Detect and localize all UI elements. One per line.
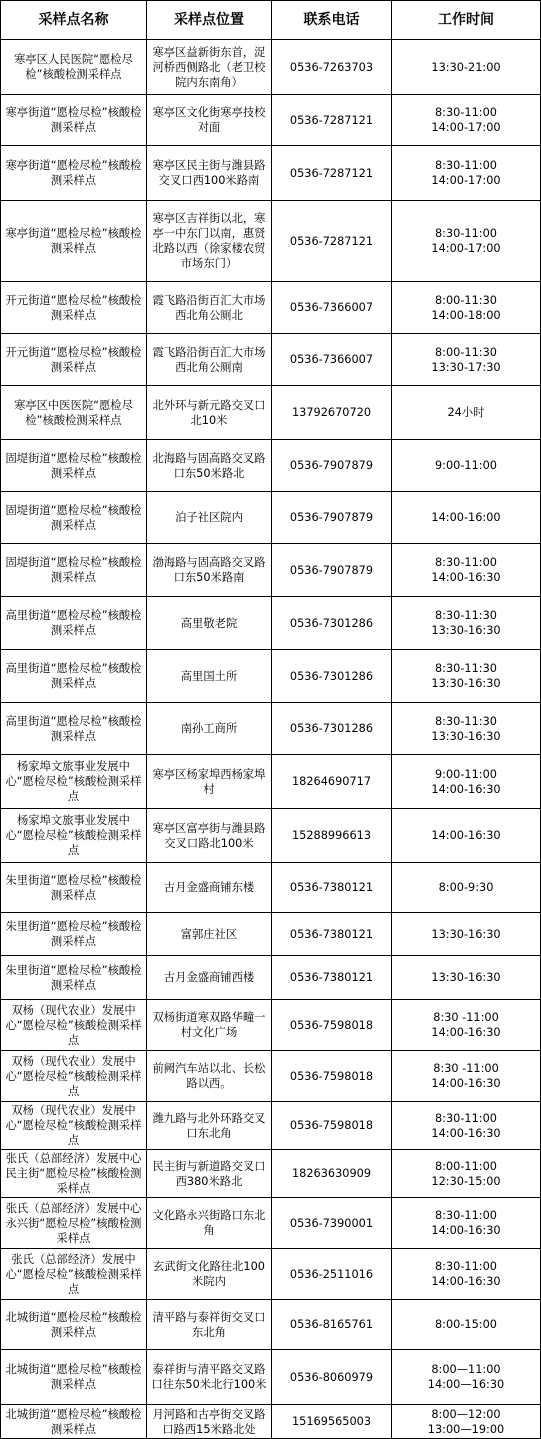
site-hours xyxy=(392,863,541,913)
site-phone: 0536-7598018 xyxy=(272,1000,392,1051)
site-hours xyxy=(392,386,541,440)
site-name: 双杨（现代农业）发展中心“愿检尽检”核酸检测采样点 xyxy=(1,1000,147,1051)
site-hours xyxy=(392,1198,541,1249)
site-location: 霞飞路沿街百汇大市场西北角公厕南 xyxy=(147,334,272,386)
site-location: 寒亭区富亭街与潍县路交叉口路北100米 xyxy=(147,809,272,863)
hours-line: 14:00-17:00 xyxy=(431,174,501,187)
table-row xyxy=(1,597,541,650)
hours-line: 14:00-16:30 xyxy=(431,1275,501,1288)
site-name: 开元街道“愿检尽检”核酸检测采样点 xyxy=(1,334,147,386)
site-hours xyxy=(392,544,541,597)
table-row xyxy=(1,1350,541,1405)
site-phone: 0536-8165761 xyxy=(272,1300,392,1350)
site-name: 杨家埠文旅事业发展中心“愿检尽检”核酸检测采样点 xyxy=(1,809,147,863)
site-hours xyxy=(392,146,541,201)
site-location: 寒亭区益新街东首，浞河桥西侧路北（老卫校院内东南角） xyxy=(147,40,272,95)
site-hours xyxy=(392,1051,541,1102)
site-name: 双杨（现代农业）发展中心“愿检尽检”核酸检测采样点 xyxy=(1,1051,147,1102)
site-name: 朱里街道“愿检尽检”核酸检测采样点 xyxy=(1,913,147,956)
site-name: 北城街道“愿检尽检”核酸检测采样点 xyxy=(1,1405,147,1439)
site-phone: 0536-7907879 xyxy=(272,544,392,597)
site-name: 朱里街道“愿检尽检”核酸检测采样点 xyxy=(1,956,147,1000)
site-location: 富郭庄社区 xyxy=(147,913,272,956)
site-name: 开元街道“愿检尽检”核酸检测采样点 xyxy=(1,282,147,334)
site-hours xyxy=(392,703,541,755)
site-phone: 0536-7301286 xyxy=(272,650,392,703)
hours-line: 14:00-16:30 xyxy=(431,1077,501,1090)
hours-line: 14:00-18:00 xyxy=(431,308,501,322)
hours-line: 13:30-16:30 xyxy=(431,624,501,637)
table-row xyxy=(1,1198,541,1249)
site-hours xyxy=(392,201,541,282)
site-phone: 0536-7301286 xyxy=(272,703,392,755)
site-phone: 0536-7390001 xyxy=(272,1198,392,1249)
site-location: 寒亭区吉祥街以北，寒亭一中东门以南，惠贤北路以西（徐家楼农贸市场东门） xyxy=(147,201,272,282)
header-row xyxy=(1,1,541,40)
site-phone: 18263630909 xyxy=(272,1150,392,1198)
site-name: 张氏（总部经济）发展中心“愿检尽检”核酸检测采样点 xyxy=(1,1249,147,1300)
site-hours xyxy=(392,755,541,809)
hours-line: 8:30-11:00 xyxy=(434,1111,497,1125)
site-name: 高里街道“愿检尽检”核酸检测采样点 xyxy=(1,703,147,755)
site-hours xyxy=(392,650,541,703)
site-phone: 0536-7907879 xyxy=(272,492,392,544)
site-hours xyxy=(392,913,541,956)
site-phone: 0536-7907879 xyxy=(272,440,392,492)
table-row xyxy=(1,440,541,492)
site-phone: 18264690717 xyxy=(272,755,392,809)
hours-line: 8:30-11:30 xyxy=(434,662,497,675)
site-location: 南孙工商所 xyxy=(147,703,272,755)
hours-line: 14:00-17:00 xyxy=(431,121,501,134)
hours-line: 13:30-16:30 xyxy=(431,971,501,984)
site-location: 高里敬老院 xyxy=(147,597,272,650)
site-phone: 0536-7366007 xyxy=(272,334,392,386)
table-row xyxy=(1,201,541,282)
site-hours xyxy=(392,1300,541,1350)
site-location: 寒亭区杨家埠西杨家埠村 xyxy=(147,755,272,809)
hours-line: 8:00—11:00 xyxy=(431,1363,501,1376)
site-name: 高里街道“愿检尽检”核酸检测采样点 xyxy=(1,650,147,703)
hours-line: 8:30-11:00 xyxy=(434,556,497,569)
site-location: 双杨街道寒双路华疃一村文化广场 xyxy=(147,1000,272,1051)
hours-line: 14:00-16:30 xyxy=(431,1026,501,1039)
header-phone: 联系电话 xyxy=(272,1,392,40)
header-location: 采样点位置 xyxy=(147,1,272,40)
site-phone: 0536-7366007 xyxy=(272,282,392,334)
site-hours xyxy=(392,282,541,334)
site-location: 寒亭区民主街与潍县路交叉口西100米路南 xyxy=(147,146,272,201)
hours-line: 13:30-21:00 xyxy=(431,60,501,74)
hours-line: 14:00-16:30 xyxy=(431,782,501,796)
hours-line: 13:30-16:30 xyxy=(431,729,501,743)
hours-line: 8:30-11:30 xyxy=(434,714,497,728)
hours-line: 8:00-9:30 xyxy=(438,881,494,894)
site-phone: 0536-7263703 xyxy=(272,40,392,95)
table-row xyxy=(1,1300,541,1350)
hours-line: 14:00-16:00 xyxy=(431,511,501,524)
hours-line: 14:00—16:30 xyxy=(427,1378,505,1391)
site-phone: 0536-7380121 xyxy=(272,913,392,956)
table-row xyxy=(1,544,541,597)
table-row xyxy=(1,40,541,95)
site-phone: 0536-2511016 xyxy=(272,1249,392,1300)
site-hours xyxy=(392,1150,541,1198)
hours-line: 9:00-11:00 xyxy=(434,459,497,472)
table-row xyxy=(1,1051,541,1102)
site-location: 潍九路与北外环路交叉口东北角 xyxy=(147,1102,272,1150)
site-location: 寒亭区文化街寒亭技校对面 xyxy=(147,95,272,146)
hours-line: 14:00-16:30 xyxy=(431,1126,501,1140)
site-name: 寒亭街道“愿检尽检”核酸检测采样点 xyxy=(1,201,147,282)
site-hours xyxy=(392,597,541,650)
site-location: 古月金盛商铺东楼 xyxy=(147,863,272,913)
site-phone: 0536-7287121 xyxy=(272,146,392,201)
table-row xyxy=(1,492,541,544)
site-hours xyxy=(392,334,541,386)
site-phone: 0536-7380121 xyxy=(272,863,392,913)
site-name: 朱里街道“愿检尽检”核酸检测采样点 xyxy=(1,863,147,913)
hours-line: 8:30-11:00 xyxy=(434,106,497,119)
table-row xyxy=(1,1150,541,1198)
site-name: 固堤街道“愿检尽检”核酸检测采样点 xyxy=(1,440,147,492)
hours-line: 14:00-17:00 xyxy=(431,242,501,255)
hours-line: 9:00-11:00 xyxy=(434,767,497,781)
site-hours xyxy=(392,492,541,544)
site-location: 泰祥街与清平路交叉路口往东50米北行100米 xyxy=(147,1350,272,1405)
hours-line: 8:30 -11:00 xyxy=(433,1062,499,1075)
hours-line: 8:00-15:00 xyxy=(434,1318,497,1331)
table-row xyxy=(1,956,541,1000)
site-phone: 0536-7301286 xyxy=(272,597,392,650)
site-hours xyxy=(392,40,541,95)
site-location: 古月金盛商铺西楼 xyxy=(147,956,272,1000)
site-phone: 0536-8060979 xyxy=(272,1350,392,1405)
site-hours xyxy=(392,440,541,492)
hours-line: 8:00—12:00 xyxy=(431,1407,501,1421)
site-name: 寒亭街道“愿检尽检”核酸检测采样点 xyxy=(1,146,147,201)
table-row xyxy=(1,1249,541,1300)
hours-line: 14:00-16:30 xyxy=(431,829,501,842)
table-row xyxy=(1,1102,541,1150)
site-location: 霞飞路沿街百汇大市场西北角公厕北 xyxy=(147,282,272,334)
hours-line: 24小时 xyxy=(447,406,485,419)
site-hours xyxy=(392,1102,541,1150)
hours-line: 8:00-11:30 xyxy=(434,293,497,307)
hours-line: 8:00-11:00 xyxy=(434,1159,497,1173)
site-phone: 0536-7598018 xyxy=(272,1051,392,1102)
site-hours xyxy=(392,1350,541,1405)
table-row xyxy=(1,334,541,386)
table-row xyxy=(1,386,541,440)
table-row xyxy=(1,282,541,334)
hours-line: 12:30-15:00 xyxy=(431,1174,501,1188)
site-phone: 15288996613 xyxy=(272,809,392,863)
hours-line: 13:30-16:30 xyxy=(431,927,501,941)
site-hours xyxy=(392,956,541,1000)
header-hours: 工作时间 xyxy=(392,1,541,40)
hours-line: 8:30-11:00 xyxy=(434,159,497,172)
site-phone: 15169565003 xyxy=(272,1405,392,1439)
site-location: 高里国土所 xyxy=(147,650,272,703)
site-name: 寒亭街道“愿检尽检”核酸检测采样点 xyxy=(1,95,147,146)
site-name: 寒亭区中医医院“愿检尽检”核酸检测采样点 xyxy=(1,386,147,440)
site-hours xyxy=(392,1405,541,1439)
header-name: 采样点名称 xyxy=(1,1,147,40)
site-name: 张氏（总部经济）发展中心民主街“愿检尽检”核酸检测采样点 xyxy=(1,1150,147,1198)
site-phone: 0536-7380121 xyxy=(272,956,392,1000)
site-phone: 0536-7287121 xyxy=(272,95,392,146)
site-location: 文化路永兴街路口东北角 xyxy=(147,1198,272,1249)
site-location: 民主街与新道路交叉口西380米路北 xyxy=(147,1150,272,1198)
site-name: 杨家埠文旅事业发展中心“愿检尽检”核酸检测采样点 xyxy=(1,755,147,809)
site-location: 清平路与泰祥街交叉口东北角 xyxy=(147,1300,272,1350)
table-row xyxy=(1,755,541,809)
site-location: 北海路与固高路交叉路口东50米路北 xyxy=(147,440,272,492)
hours-line: 8:30-11:30 xyxy=(434,609,497,622)
table-row xyxy=(1,703,541,755)
site-name: 高里街道“愿检尽检”核酸检测采样点 xyxy=(1,597,147,650)
site-name: 双杨（现代农业）发展中心“愿检尽检”核酸检测采样点 xyxy=(1,1102,147,1150)
site-location: 月河路和古亭街交叉路口路西15米路北处 xyxy=(147,1405,272,1439)
site-phone: 13792670720 xyxy=(272,386,392,440)
table-row xyxy=(1,913,541,956)
hours-line: 14:00-16:30 xyxy=(431,1224,501,1237)
site-location: 前阙汽车站以北、长松路以西。 xyxy=(147,1051,272,1102)
site-phone: 0536-7287121 xyxy=(272,201,392,282)
table-row xyxy=(1,650,541,703)
table-row xyxy=(1,1405,541,1439)
hours-line: 13:30-16:30 xyxy=(431,677,501,690)
hours-line: 14:00-16:30 xyxy=(431,571,501,584)
hours-line: 8:00-11:30 xyxy=(434,345,497,359)
table-row xyxy=(1,146,541,201)
site-location: 北外环与新元路交叉口北10米 xyxy=(147,386,272,440)
site-name: 固堤街道“愿检尽检”核酸检测采样点 xyxy=(1,544,147,597)
hours-line: 8:30-11:00 xyxy=(434,1209,497,1222)
site-location: 玄武街文化路往北100米院内 xyxy=(147,1249,272,1300)
hours-line: 8:30-11:00 xyxy=(434,1260,497,1273)
hours-line: 8:30 -11:00 xyxy=(433,1011,499,1024)
hours-line: 8:30-11:00 xyxy=(434,227,497,240)
site-location: 渤海路与固高路交叉路口东50米路南 xyxy=(147,544,272,597)
site-hours xyxy=(392,95,541,146)
table-row xyxy=(1,863,541,913)
site-name: 寒亭区人民医院“愿检尽检”核酸检测采样点 xyxy=(1,40,147,95)
table-row xyxy=(1,809,541,863)
table-row xyxy=(1,1000,541,1051)
site-hours xyxy=(392,1249,541,1300)
site-name: 固堤街道“愿检尽检”核酸检测采样点 xyxy=(1,492,147,544)
table-row xyxy=(1,95,541,146)
site-hours xyxy=(392,809,541,863)
site-name: 北城街道“愿检尽检”核酸检测采样点 xyxy=(1,1300,147,1350)
site-name: 张氏（总部经济）发展中心永兴街“愿检尽检”核酸检测采样点 xyxy=(1,1198,147,1249)
hours-line: 13:30-17:30 xyxy=(431,360,501,374)
site-location: 泊子社区院内 xyxy=(147,492,272,544)
hours-line: 13:00—19:00 xyxy=(427,1422,505,1436)
site-name: 北城街道“愿检尽检”核酸检测采样点 xyxy=(1,1350,147,1405)
site-hours xyxy=(392,1000,541,1051)
site-phone: 0536-7598018 xyxy=(272,1102,392,1150)
